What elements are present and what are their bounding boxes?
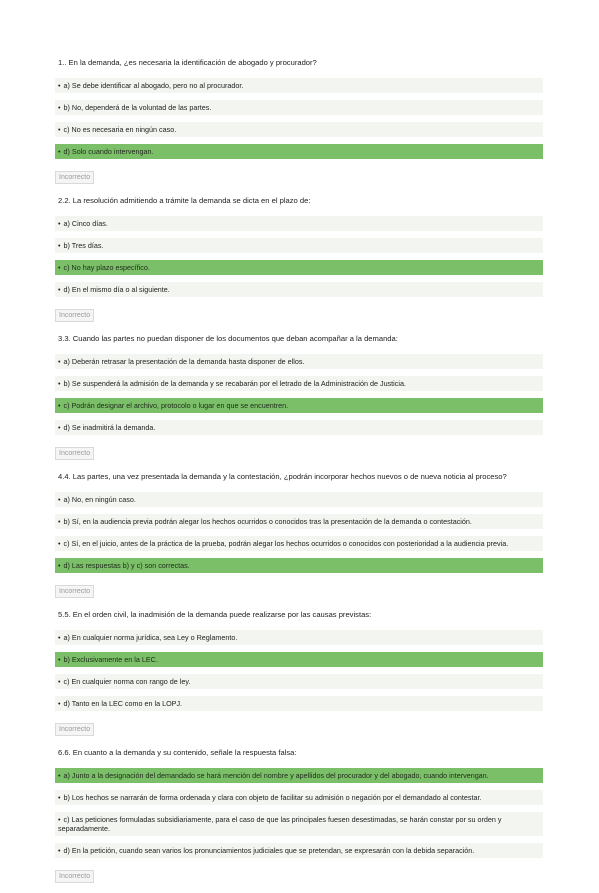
option-item: [55, 420, 543, 435]
option-list: [55, 216, 543, 297]
option-list: [55, 492, 543, 573]
option-item: [55, 674, 543, 689]
option-item: [55, 216, 543, 231]
bullet-icon: •: [58, 815, 61, 824]
question-spacer: [55, 322, 543, 332]
option-item: [55, 78, 543, 93]
option-text: c) Sí, en el juicio, antes de la práctica de la prueba, podrán alegar los hechos ocurridos o conocidos con posterioridad a la audiencia previa.: [63, 539, 509, 548]
option-text: c) Podrán designar el archivo, protocolo o lugar en que se encuentren.: [63, 401, 289, 410]
question-block: [55, 56, 543, 194]
option-correct: [55, 768, 543, 783]
bullet-icon: •: [58, 539, 61, 548]
question-spacer: [55, 184, 543, 194]
option-text: d) Tanto en la LEC como en la LOPJ.: [63, 699, 183, 708]
option-text: d) Solo cuando intervengan.: [63, 147, 154, 156]
option-text: b) Exclusivamente en la LEC.: [63, 655, 158, 664]
option-item: [55, 376, 543, 391]
question-block: [55, 746, 543, 893]
option-text: b) Tres días.: [63, 241, 104, 250]
question-title: 1.. En la demanda, ¿es necesaria la identificación de abogado y procurador?: [58, 58, 317, 67]
bullet-icon: •: [58, 677, 61, 686]
bullet-icon: •: [58, 793, 61, 802]
option-text: d) En el mismo día o al siguiente.: [63, 285, 170, 294]
question-spacer: [55, 598, 543, 608]
option-correct: [55, 652, 543, 667]
bullet-icon: •: [58, 633, 61, 642]
bullet-icon: •: [58, 655, 61, 664]
question-block: [55, 194, 543, 332]
question-spacer: [55, 460, 543, 470]
option-text: a) No, en ningún caso.: [63, 495, 136, 504]
bullet-icon: •: [58, 517, 61, 526]
option-item: [55, 843, 543, 858]
question-block: [55, 608, 543, 746]
option-text: c) No es necesaria en ningún caso.: [63, 125, 177, 134]
bullet-icon: •: [58, 357, 61, 366]
option-text: c) En cualquier norma con rango de ley.: [63, 677, 191, 686]
option-list: [55, 354, 543, 435]
option-item: [55, 354, 543, 369]
option-text: b) No, dependerá de la voluntad de las partes.: [63, 103, 212, 112]
question-block: [55, 332, 543, 470]
option-correct: [55, 558, 543, 573]
bullet-icon: •: [58, 219, 61, 228]
option-text: b) Los hechos se narrarán de forma ordenada y clara con objeto de facilitar su admisión o negación por el demandado al contestar.: [63, 793, 482, 802]
option-correct: [55, 398, 543, 413]
option-text: d) Las respuestas b) y c) son correctas.: [63, 561, 190, 570]
option-text: a) Se debe identificar al abogado, pero no al procurador.: [63, 81, 244, 90]
option-list: [55, 768, 543, 858]
bullet-icon: •: [58, 699, 61, 708]
bullet-icon: •: [58, 379, 61, 388]
option-item: [55, 238, 543, 253]
bullet-icon: •: [58, 401, 61, 410]
bullet-icon: •: [58, 263, 61, 272]
question-title: 4.4. Las partes, una vez presentada la demanda y la contestación, ¿podrán incorporar hechos nuevos o de nueva noticia al proceso?: [58, 472, 507, 481]
option-item: [55, 122, 543, 137]
quiz-page: [55, 56, 543, 893]
bullet-icon: •: [58, 103, 61, 112]
result-badge: Incorrecto: [55, 585, 94, 598]
option-item: [55, 790, 543, 805]
option-item: [55, 630, 543, 645]
bullet-icon: •: [58, 771, 61, 780]
option-text: b) Se suspenderá la admisión de la demanda y se recabarán por el letrado de la Administración de Justicia.: [63, 379, 406, 388]
option-list: [55, 78, 543, 159]
question-title: 2.2. La resolución admitiendo a trámite la demanda se dicta en el plazo de:: [58, 196, 311, 205]
option-text: c) No hay plazo específico.: [63, 263, 150, 272]
option-item: [55, 282, 543, 297]
question-spacer: [55, 736, 543, 746]
option-text: c) Las peticiones formuladas subsidiariamente, para el caso de que las principales fuesen desestimadas, se harán constar por su orden y separadamente.: [58, 815, 502, 833]
bullet-icon: •: [58, 81, 61, 90]
option-item: [55, 100, 543, 115]
result-badge: Incorrecto: [55, 447, 94, 460]
bullet-icon: •: [58, 125, 61, 134]
option-text: d) Se inadmitirá la demanda.: [63, 423, 156, 432]
result-badge: Incorrecto: [55, 723, 94, 736]
bullet-icon: •: [58, 285, 61, 294]
question-title: 6.6. En cuanto a la demanda y su contenido, señale la respuesta falsa:: [58, 748, 297, 757]
option-text: a) En cualquier norma jurídica, sea Ley o Reglamento.: [63, 633, 238, 642]
option-text: b) Sí, en la audiencia previa podrán alegar los hechos ocurridos o conocidos tras la presentación de la demanda o contestación.: [63, 517, 472, 526]
question-spacer: [55, 883, 543, 893]
bullet-icon: •: [58, 241, 61, 250]
option-text: a) Cinco días.: [63, 219, 108, 228]
bullet-icon: •: [58, 495, 61, 504]
option-item: [55, 492, 543, 507]
option-text: a) Junto a la designación del demandado se hará mención del nombre y apellidos del procurador y del abogado, cuando intervengan.: [63, 771, 489, 780]
bullet-icon: •: [58, 846, 61, 855]
bullet-icon: •: [58, 423, 61, 432]
result-badge: Incorrecto: [55, 870, 94, 883]
option-item: [55, 812, 543, 836]
option-correct: [55, 260, 543, 275]
bullet-icon: •: [58, 561, 61, 570]
option-text: a) Deberán retrasar la presentación de la demanda hasta disponer de ellos.: [63, 357, 305, 366]
option-item: [55, 696, 543, 711]
result-badge: Incorrecto: [55, 309, 94, 322]
option-item: [55, 536, 543, 551]
bullet-icon: •: [58, 147, 61, 156]
result-badge: Incorrecto: [55, 171, 94, 184]
question-title: 3.3. Cuando las partes no puedan disponer de los documentos que deban acompañar a la demanda:: [58, 334, 398, 343]
question-block: [55, 470, 543, 608]
question-title: 5.5. En el orden civil, la inadmisión de la demanda puede realizarse por las causas previstas:: [58, 610, 372, 619]
option-list: [55, 630, 543, 711]
option-text: d) En la petición, cuando sean varios los pronunciamientos judiciales que se pretendan, se expresarán con la debida separación.: [63, 846, 475, 855]
option-item: [55, 514, 543, 529]
option-correct: [55, 144, 543, 159]
